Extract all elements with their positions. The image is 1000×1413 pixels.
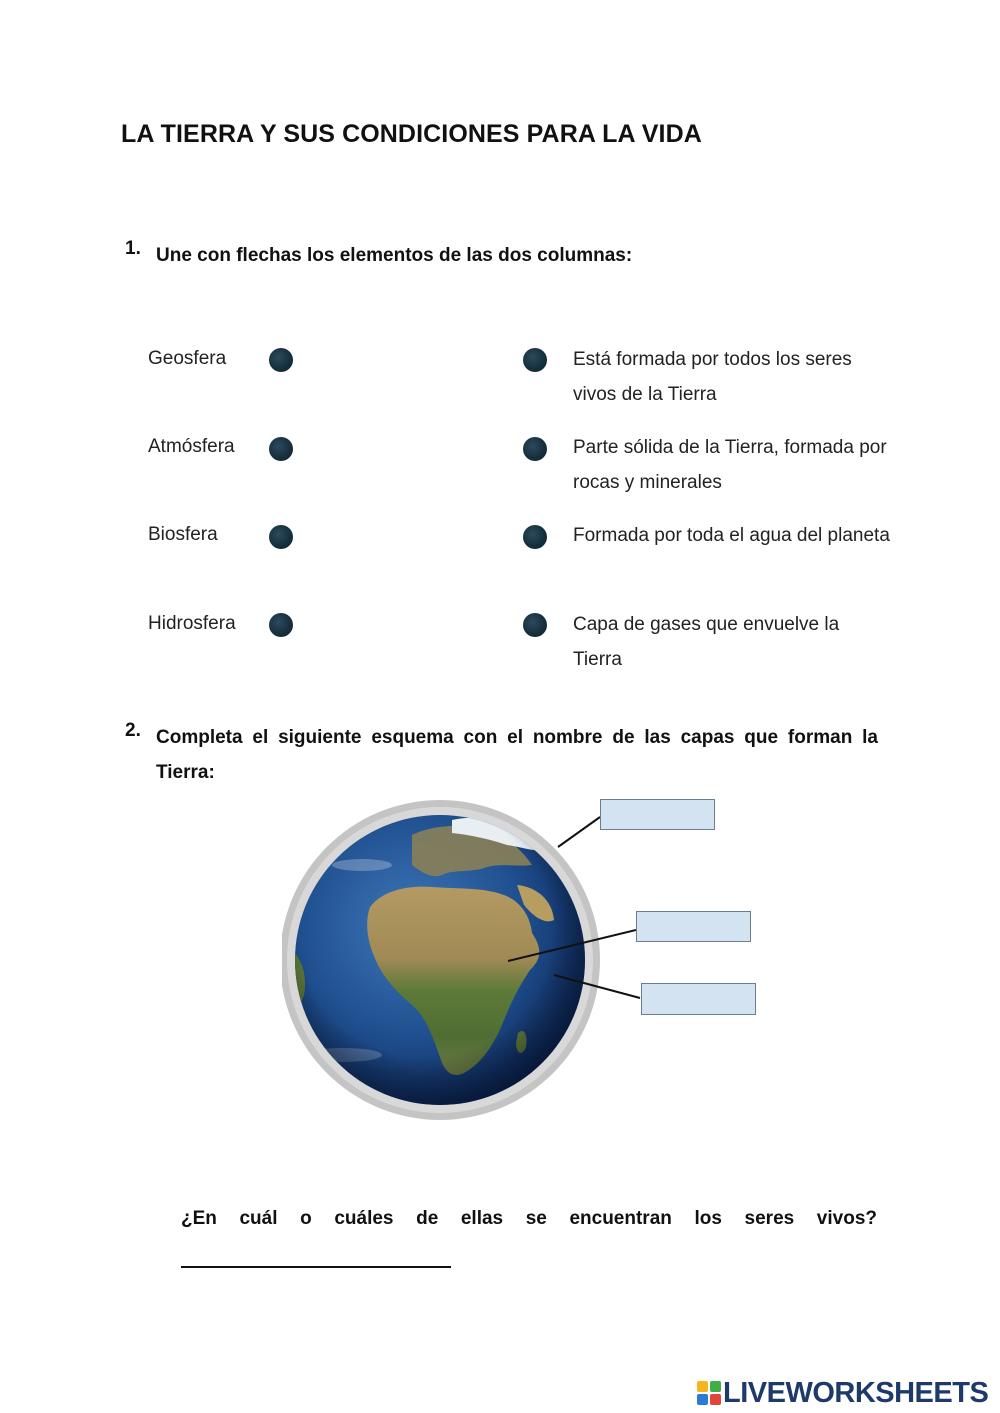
right-item-biosfera-definition: Está formada por todos los seres vivos de la Tierra — [573, 349, 852, 405]
left-item-atmosfera: Atmósfera — [148, 436, 235, 457]
layer-answer-box-3[interactable] — [641, 983, 756, 1015]
leader-line-1 — [558, 817, 600, 847]
liveworksheets-brand — [697, 1376, 988, 1410]
question-1-number: 1. — [125, 238, 141, 259]
left-match-dot-3[interactable] — [269, 525, 293, 549]
right-match-dot-3[interactable] — [523, 525, 547, 549]
right-match-dot-4[interactable] — [523, 613, 547, 637]
liveworksheets-logo-icon — [697, 1381, 721, 1405]
question-1-text: Une con flechas los elementos de las dos columnas: — [156, 245, 633, 266]
right-item-atmosfera-definition: Capa de gases que envuelve la Tierra — [573, 614, 840, 670]
earth-layers-diagram — [282, 795, 762, 1125]
left-item-geosfera: Geosfera — [148, 348, 227, 369]
left-item-hidrosfera: Hidrosfera — [148, 613, 236, 634]
right-item-hidrosfera-definition: Formada por toda el agua del planeta — [573, 525, 890, 546]
page-title: LA TIERRA Y SUS CONDICIONES PARA LA VIDA — [121, 120, 702, 148]
right-match-dot-1[interactable] — [523, 348, 547, 372]
question-2-number: 2. — [125, 720, 141, 741]
question-3-answer-line[interactable] — [181, 1266, 451, 1268]
question-2-text: Completa el siguiente esquema con el nombre de las capas que forman la Tierra: — [156, 727, 878, 783]
layer-answer-box-2[interactable] — [636, 911, 751, 942]
brand-name: LIVEWORKSHEETS — [723, 1376, 989, 1409]
question-3-text: ¿En cuál o cuáles de ellas se encuentran los seres vivos? — [181, 1208, 877, 1229]
layer-answer-box-1[interactable] — [600, 799, 715, 830]
right-item-geosfera-definition: Parte sólida de la Tierra, formada por rocas y minerales — [573, 437, 887, 493]
left-item-biosfera: Biosfera — [148, 524, 218, 545]
right-match-dot-2[interactable] — [523, 437, 547, 461]
left-match-dot-1[interactable] — [269, 348, 293, 372]
left-match-dot-2[interactable] — [269, 437, 293, 461]
earth-globe-image — [282, 795, 762, 1125]
left-match-dot-4[interactable] — [269, 613, 293, 637]
